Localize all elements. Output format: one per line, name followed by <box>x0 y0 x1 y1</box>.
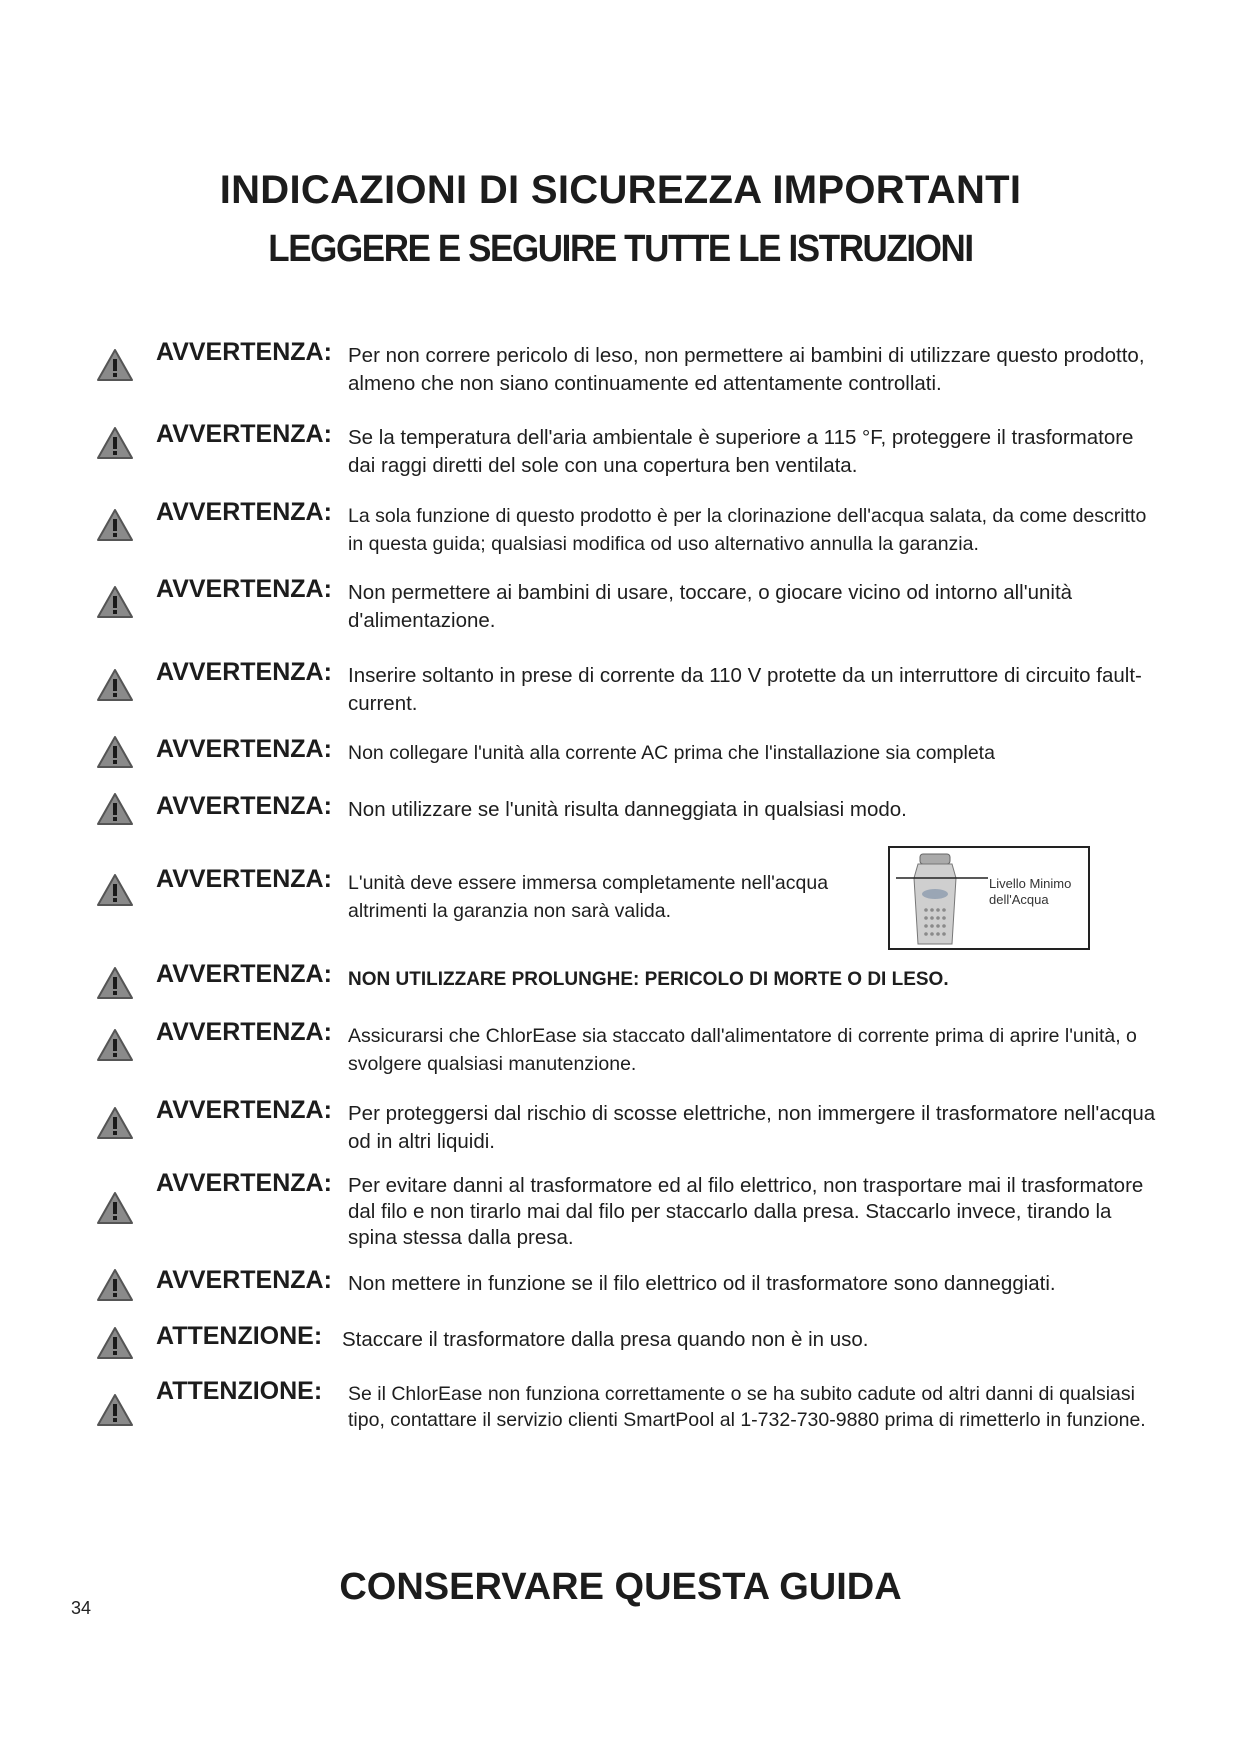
warning-item <box>0 575 1241 632</box>
warning-text: Se il ChlorEase non funziona correttamente o se ha subito cadute od altri danni di qualsiasi tipo, contattare il servizio clienti SmartPool al 1-732-730-9880 prima di rimetterlo in funzione. <box>348 1383 1146 1431</box>
warning-triangle-icon <box>96 1326 134 1360</box>
warning-item <box>0 960 1241 990</box>
warning-triangle-icon <box>96 348 134 382</box>
warning-item <box>0 1377 1241 1431</box>
warning-item <box>0 498 1241 555</box>
warning-text: Non mettere in funzione se il filo elettrico od il trasformatore sono danneggiati. <box>348 1272 1056 1295</box>
page-number: 34 <box>71 1598 92 1618</box>
warning-label: AVVERTENZA: <box>156 1018 332 1046</box>
warning-label: AVVERTENZA: <box>156 420 332 448</box>
warning-item <box>0 1018 1241 1075</box>
warning-text: Per evitare danni al trasformatore ed al filo elettrico, non trasportare mai il trasformatore dal filo e non tirarlo mai dal filo per staccarlo dalla presa. Staccarlo invece, tirando la spina stessa dalla presa. <box>348 1174 1144 1249</box>
warning-text: Inserire soltanto in prese di corrente da 110 V protette da un interruttore di circuito fault-current. <box>348 664 1142 715</box>
warning-item <box>0 338 1241 395</box>
warning-label: AVVERTENZA: <box>156 575 332 603</box>
warning-label: AVVERTENZA: <box>156 735 332 763</box>
warning-text: Non utilizzare se l'unità risulta danneggiata in qualsiasi modo. <box>348 798 907 821</box>
warning-text: Non permettere ai bambini di usare, toccare, o giocare vicino od intorno all'unità d'alimentazione. <box>348 581 1073 632</box>
warning-item <box>0 1169 1241 1249</box>
warning-text: NON UTILIZZARE PROLUNGHE: PERICOLO DI MORTE O DI LESO. <box>348 969 949 990</box>
warning-text: Non collegare l'unità alla corrente AC prima che l'installazione sia completa <box>348 742 995 764</box>
warning-text: L'unità deve essere immersa completamente nell'acqua altrimenti la garanzia non sarà valida. <box>348 872 829 922</box>
warning-label: AVVERTENZA: <box>156 498 332 526</box>
warning-text: Assicurarsi che ChlorEase sia staccato dall'alimentatore di corrente prima di aprire l'unità, o svolgere qualsiasi manutenzione. <box>348 1025 1137 1075</box>
warning-item <box>0 1322 1241 1351</box>
warning-triangle-icon <box>96 1268 134 1302</box>
warning-triangle-icon <box>96 508 134 542</box>
warning-triangle-icon <box>96 1191 134 1225</box>
page-title: INDICAZIONI DI SICUREZZA IMPORTANTI <box>219 168 1022 212</box>
warning-text: Per proteggersi dal rischio di scosse elettriche, non immergere il trasformatore nell'acqua od in altri liquidi. <box>348 1102 1156 1153</box>
warning-triangle-icon <box>96 966 134 1000</box>
warning-label: ATTENZIONE: <box>156 1377 323 1405</box>
warning-label: ATTENZIONE: <box>156 1322 323 1350</box>
warning-label: AVVERTENZA: <box>156 338 332 366</box>
warning-text: La sola funzione di questo prodotto è per la clorinazione dell'acqua salata, da come descritto in questa guida; qualsiasi modifica od uso alternativo annulla la garanzia. <box>348 505 1147 555</box>
water-level-label: Livello Minimo dell'Acqua <box>989 876 1072 907</box>
warning-label: AVVERTENZA: <box>156 1096 332 1124</box>
warning-triangle-icon <box>96 668 134 702</box>
warning-text: Per non correre pericolo di leso, non permettere ai bambini di utilizzare questo prodotto, almeno che non siano continuamente ed attentamente controllati. <box>348 344 1145 395</box>
warning-label: AVVERTENZA: <box>156 865 332 893</box>
warning-label: AVVERTENZA: <box>156 1169 332 1197</box>
warning-triangle-icon <box>96 585 134 619</box>
warning-triangle-icon <box>96 873 134 907</box>
warning-item <box>0 420 1241 477</box>
warning-item <box>0 658 1241 715</box>
warning-triangle-icon <box>96 792 134 826</box>
warning-item <box>0 1266 1241 1295</box>
warning-label: AVVERTENZA: <box>156 960 332 988</box>
warning-label: AVVERTENZA: <box>156 792 332 820</box>
warning-triangle-icon <box>96 1393 134 1427</box>
warning-item <box>0 735 1241 764</box>
warning-triangle-icon <box>96 1028 134 1062</box>
warning-triangle-icon <box>96 1106 134 1140</box>
warning-text: Staccare il trasformatore dalla presa quando non è in uso. <box>342 1328 869 1351</box>
page-subtitle: LEGGERE E SEGUIRE TUTTE LE ISTRUZIONI <box>268 228 973 270</box>
warning-text: Se la temperatura dell'aria ambientale è superiore a 115 °F, proteggere il trasformatore dai raggi diretti del sole con una copertura ben ventilata. <box>348 426 1134 477</box>
warning-item <box>0 1096 1241 1153</box>
warning-label: AVVERTENZA: <box>156 658 332 686</box>
footer-title: CONSERVARE QUESTA GUIDA <box>339 1566 902 1608</box>
warning-triangle-icon <box>96 735 134 769</box>
warning-label: AVVERTENZA: <box>156 1266 332 1294</box>
warning-item <box>0 792 1241 821</box>
water-level-figure <box>888 846 1090 950</box>
warning-triangle-icon <box>96 426 134 460</box>
